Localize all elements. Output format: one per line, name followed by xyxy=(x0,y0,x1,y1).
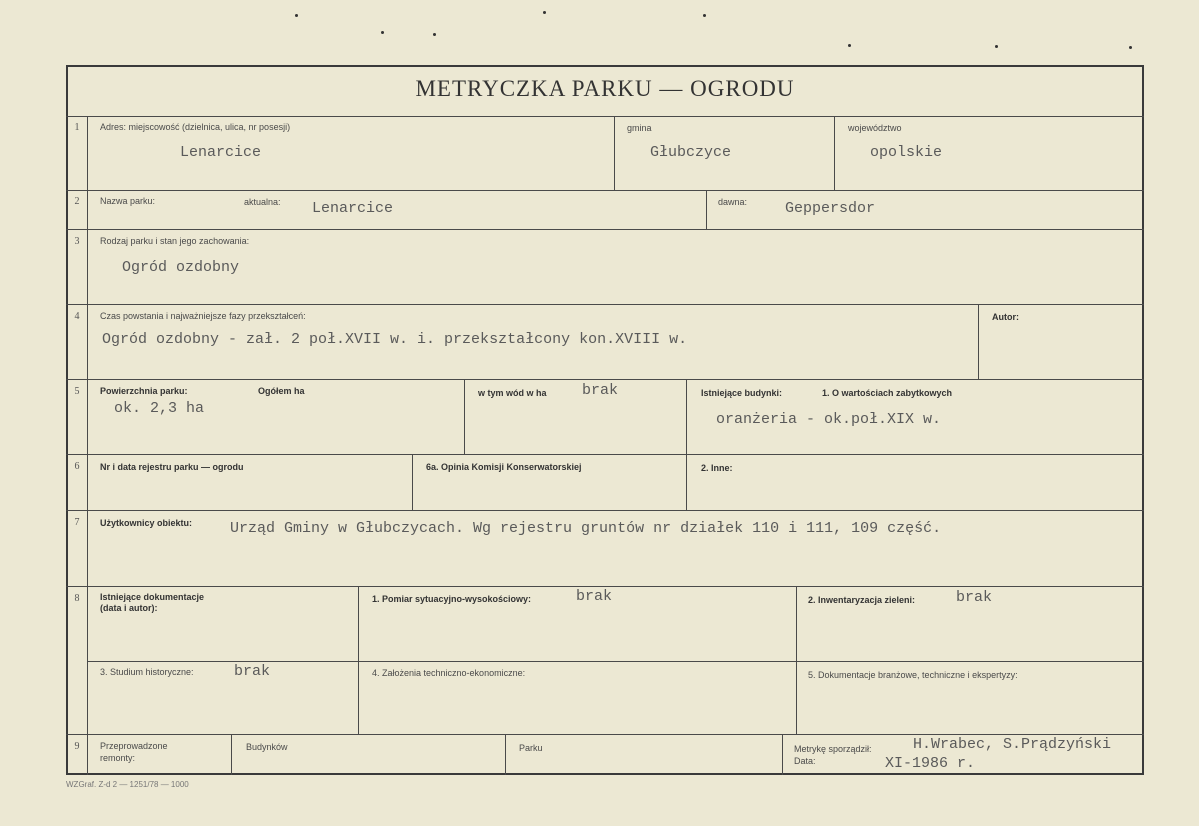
existing-buildings-label: Istniejące budynki: xyxy=(701,388,783,398)
number-column-divider xyxy=(87,117,88,775)
row-divider xyxy=(66,190,1144,191)
former-name-value: Geppersdor xyxy=(785,200,876,217)
prepared-by-value: H.Wrabec, S.Prądzyński xyxy=(913,736,1112,753)
row-divider xyxy=(87,661,1144,662)
dust-speck xyxy=(995,45,998,48)
historical-study-value: brak xyxy=(234,663,271,680)
existing-docs-sublabel: (data i autor): xyxy=(100,603,158,613)
row-number-6: 6 xyxy=(74,461,80,472)
author-label: Autor: xyxy=(992,312,1019,322)
row-number-4: 4 xyxy=(74,311,80,322)
park-type-label: Rodzaj parku i stan jego zachowania: xyxy=(100,236,250,246)
dust-speck xyxy=(543,11,546,14)
dust-speck xyxy=(381,31,384,34)
park-name-label: Nazwa parku: xyxy=(100,196,156,206)
buildings-repairs-label: Budynków xyxy=(246,742,288,752)
total-ha-label: Ogółem ha xyxy=(258,386,305,396)
repairs-label: Przeprowadzone xyxy=(100,741,168,751)
cell-divider xyxy=(505,735,506,775)
cell-divider xyxy=(706,191,707,229)
current-name-value: Lenarcice xyxy=(312,200,394,217)
row-divider xyxy=(66,116,1144,117)
water-area-value: brak xyxy=(582,382,619,399)
existing-docs-label: Istniejące dokumentacje xyxy=(100,592,205,602)
form-frame xyxy=(66,65,1144,775)
cell-divider xyxy=(686,380,687,454)
branch-docs-label: 5. Dokumentacje branżowe, techniczne i ekspertyzy: xyxy=(808,670,1018,680)
voivodeship-value: opolskie xyxy=(870,144,943,161)
register-label: Nr i data rejestru parku — ogrodu xyxy=(100,462,244,472)
row-number-3: 3 xyxy=(74,236,80,247)
greenery-inventory-value: brak xyxy=(956,589,993,606)
row-number-9: 9 xyxy=(74,741,80,752)
voivodeship-label: województwo xyxy=(848,123,902,133)
row-number-5: 5 xyxy=(74,386,80,397)
cell-divider xyxy=(614,117,615,190)
cell-divider xyxy=(834,117,835,190)
cell-divider xyxy=(231,735,232,775)
address-value: Lenarcice xyxy=(180,144,262,161)
park-repairs-label: Parku xyxy=(519,743,543,753)
row-number-7: 7 xyxy=(74,517,80,528)
row-divider xyxy=(66,379,1144,380)
users-label: Użytkownicy obiektu: xyxy=(100,518,193,528)
historic-buildings-label: 1. O wartościach zabytkowych xyxy=(822,388,953,398)
greenery-inventory-label: 2. Inwentaryzacja zieleni: xyxy=(808,595,916,605)
survey-label: 1. Pomiar sytuacyjno-wysokościowy: xyxy=(372,594,532,604)
gmina-value: Głubczyce xyxy=(650,144,732,161)
former-name-label: dawna: xyxy=(718,197,748,207)
cell-divider xyxy=(358,587,359,734)
print-footer: WZGraf. Z-d 2 — 1251/78 — 1000 xyxy=(66,780,189,789)
tech-economic-label: 4. Założenia techniczno-ekonomiczne: xyxy=(372,668,526,678)
survey-value: brak xyxy=(576,588,613,605)
cell-divider xyxy=(978,305,979,379)
historical-study-label: 3. Studium historyczne: xyxy=(100,667,194,677)
row-number-8: 8 xyxy=(74,593,80,604)
row-divider xyxy=(66,510,1144,511)
users-value: Urząd Gminy w Głubczycach. Wg rejestru gruntów nr działek 110 i 111, 109 część. xyxy=(230,520,942,537)
cell-divider xyxy=(464,380,465,454)
park-area-label: Powierzchnia parku: xyxy=(100,386,188,396)
form-title: METRYCZKA PARKU — OGRODU xyxy=(415,76,795,101)
date-value: XI-1986 r. xyxy=(885,755,976,772)
water-area-label: w tym wód w ha xyxy=(478,388,547,398)
address-label: Adres: miejscowość (dzielnica, ulica, nr posesji) xyxy=(100,122,291,132)
park-type-value: Ogród ozdobny xyxy=(122,259,240,276)
row-divider xyxy=(66,304,1144,305)
repairs-sublabel: remonty: xyxy=(100,753,136,763)
row-divider xyxy=(66,586,1144,587)
cell-divider xyxy=(796,587,797,734)
cell-divider xyxy=(686,455,687,510)
row-divider xyxy=(66,734,1144,735)
dust-speck xyxy=(433,33,436,36)
prepared-by-label: Metrykę sporządził: xyxy=(794,744,872,754)
cell-divider xyxy=(782,735,783,775)
row-number-2: 2 xyxy=(74,196,80,207)
creation-time-label: Czas powstania i najważniejsze fazy przekształceń: xyxy=(100,311,306,321)
creation-time-value: Ogród ozdobny - zał. 2 poł.XVII w. i. przekształcony kon.XVIII w. xyxy=(102,331,688,348)
dust-speck xyxy=(703,14,706,17)
park-area-value: ok. 2,3 ha xyxy=(114,400,205,417)
row-number-1: 1 xyxy=(74,122,80,133)
current-name-label: aktualna: xyxy=(244,197,281,207)
dust-speck xyxy=(848,44,851,47)
commission-opinion-label: 6a. Opinia Komisji Konserwatorskiej xyxy=(426,462,582,472)
row-divider xyxy=(66,229,1144,230)
dust-speck xyxy=(1129,46,1132,49)
cell-divider xyxy=(412,455,413,510)
other-label: 2. Inne: xyxy=(701,463,733,473)
historic-buildings-value: oranżeria - ok.poł.XIX w. xyxy=(716,411,942,428)
row-divider xyxy=(66,454,1144,455)
dust-speck xyxy=(295,14,298,17)
gmina-label: gmina xyxy=(627,123,652,133)
date-label: Data: xyxy=(794,756,816,766)
